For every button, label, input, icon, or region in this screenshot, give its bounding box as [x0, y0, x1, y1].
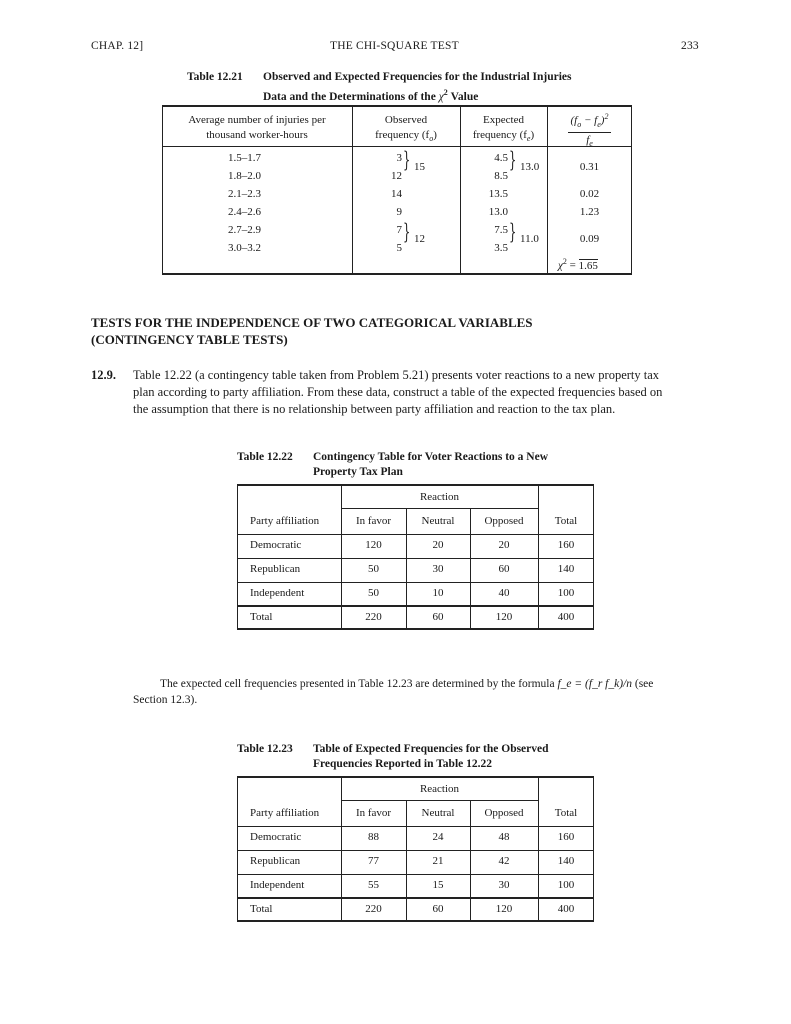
row-label: Republican: [250, 855, 301, 867]
header-expected: Expected frequency $(f_e)$: [472, 114, 535, 144]
reaction-header: Reaction: [419, 491, 460, 503]
table-cell: 20: [498, 539, 510, 551]
table-cell: 100: [557, 879, 575, 891]
table-cell: 30: [498, 879, 510, 891]
table-cell: 120: [365, 539, 382, 551]
expected-group-2: 11.0: [520, 233, 539, 245]
table-cell: 60: [432, 903, 444, 915]
table-cell: 30: [432, 563, 444, 575]
col-in-favor: In favor: [355, 515, 392, 527]
page-number: 233: [681, 40, 699, 52]
table-cell: 10: [432, 587, 444, 599]
table-cell: 55: [368, 879, 379, 891]
expected-3: 13.5: [488, 188, 508, 200]
range-1: 1.5–1.7: [228, 152, 261, 164]
table-cell: 400: [557, 611, 575, 623]
chi-component-1: 0.31: [579, 161, 600, 173]
table-12-22: [237, 484, 594, 630]
range-6: 3.0–3.2: [228, 242, 261, 254]
table-cell: 50: [368, 587, 379, 599]
table-12-21: [162, 105, 632, 275]
table-cell: 21: [432, 855, 444, 867]
observed-6: 5: [396, 242, 402, 254]
row-label: Total: [250, 903, 273, 915]
problem-number: 12.9.: [91, 368, 116, 382]
table-cell: 40: [498, 587, 510, 599]
section-heading: TESTS FOR THE INDEPENDENCE OF TWO CATEGORICAL VARIABLES (CONTINGENCY TABLE TESTS): [91, 315, 533, 347]
expected-4: 13.0: [488, 206, 508, 218]
table-cell: 24: [432, 831, 444, 843]
table-cell: 60: [432, 611, 444, 623]
row-label: Republican: [250, 563, 301, 575]
table-cell: 42: [498, 855, 510, 867]
table-cell: 140: [557, 855, 575, 867]
brace-expected-1: }: [509, 148, 517, 172]
table-12-23-caption: Table 12.23 Table of Expected Frequencies for the Observed Frequencies Reported in Table 12.22: [237, 743, 549, 770]
range-5: 2.7–2.9: [228, 224, 261, 236]
table-cell: 160: [557, 539, 575, 551]
formula: f_e = (f_r f_k)/n: [557, 678, 632, 690]
expected-group-1: 13.0: [520, 161, 540, 173]
table-cell: 77: [368, 855, 379, 867]
row-label: Democratic: [250, 539, 302, 551]
table-12-22-caption: Table 12.22 Contingency Table for Voter Reactions to a New Property Tax Plan: [237, 451, 549, 478]
observed-group-1: 15: [414, 161, 425, 173]
col-party: Party affiliation: [250, 515, 320, 527]
explanation-text: The expected cell frequencies presented in Table 12.23 are determined by the formula f_e = (f_r f_k)/n (see Section 12.3).: [133, 678, 654, 706]
reaction-header: Reaction: [419, 783, 460, 795]
table-cell: 160: [557, 831, 575, 843]
chi-square-total: $\chi^2 = 1.65$: [558, 257, 598, 272]
col-total: Total: [554, 515, 578, 527]
col-neutral: Neutral: [421, 515, 455, 527]
col-in-favor: In favor: [355, 807, 392, 819]
table-cell: 20: [432, 539, 444, 551]
range-4: 2.4–2.6: [228, 206, 261, 218]
header-observed: Observed frequency $(f_o)$: [375, 114, 437, 144]
table-cell: 220: [365, 611, 382, 623]
col-opposed: Opposed: [484, 515, 524, 527]
col-party: Party affiliation: [250, 807, 320, 819]
table-cell: 120: [495, 903, 513, 915]
observed-group-2: 12: [414, 233, 425, 245]
brace-expected-2: }: [509, 220, 517, 244]
chi-component-2: 0.02: [579, 188, 600, 200]
observed-1: 3: [396, 152, 402, 164]
table-cell: 400: [557, 903, 575, 915]
table-number: Table 12.21: [187, 71, 243, 83]
observed-5: 7: [396, 224, 402, 236]
table-12-23: [237, 776, 594, 922]
running-head-title: THE CHI-SQUARE TEST: [330, 40, 459, 52]
table-cell: 48: [498, 831, 510, 843]
row-label: Independent: [250, 587, 305, 599]
range-3: 2.1–2.3: [228, 188, 261, 200]
caption-line-1: Observed and Expected Frequencies for the Industrial Injuries: [263, 71, 572, 83]
expected-1: 4.5: [494, 152, 508, 164]
observed-2: 12: [391, 170, 402, 182]
chi-component-4: 0.09: [579, 233, 600, 245]
table-cell: 15: [432, 879, 444, 891]
table-cell: 140: [557, 563, 575, 575]
caption-line-2: Data and the Determinations of the $\chi^2$ Value: [263, 88, 479, 103]
table-12-21-caption: [187, 70, 627, 102]
table-cell: 100: [557, 587, 575, 599]
brace-observed-1: }: [403, 148, 411, 172]
expected-6: 3.5: [494, 242, 508, 254]
table-cell: 88: [368, 831, 379, 843]
table-cell: 120: [495, 611, 513, 623]
running-head-chapter: CHAP. 12]: [91, 40, 144, 52]
table-cell: 50: [368, 563, 379, 575]
table-cell: 60: [498, 563, 510, 575]
row-label: Total: [250, 611, 273, 623]
range-2: 1.8–2.0: [228, 170, 261, 182]
expected-5: 7.5: [494, 224, 508, 236]
col-neutral: Neutral: [421, 807, 455, 819]
header-injuries: Average number of injuries per thousand worker-hours: [188, 114, 326, 141]
col-total: Total: [554, 807, 578, 819]
observed-4: 9: [396, 206, 402, 218]
observed-3: 14: [391, 188, 402, 200]
row-label: Independent: [250, 879, 305, 891]
table-cell: 220: [365, 903, 382, 915]
chi-component-3: 1.23: [579, 206, 600, 218]
brace-observed-2: }: [403, 220, 411, 244]
problem-text: Table 12.22 (a contingency table taken from Problem 5.21) presents voter reactions to a new property tax plan according to party affiliation. From these data, construct a table of the expected frequencies based on the assumption that there is no relationship between party affiliation and reaction to the tax plan.: [133, 368, 663, 416]
header-chi-component: $(f_o - f_e)^2$ $f_e$: [547, 109, 632, 151]
col-opposed: Opposed: [484, 807, 524, 819]
expected-2: 8.5: [494, 170, 508, 182]
row-label: Democratic: [250, 831, 302, 843]
